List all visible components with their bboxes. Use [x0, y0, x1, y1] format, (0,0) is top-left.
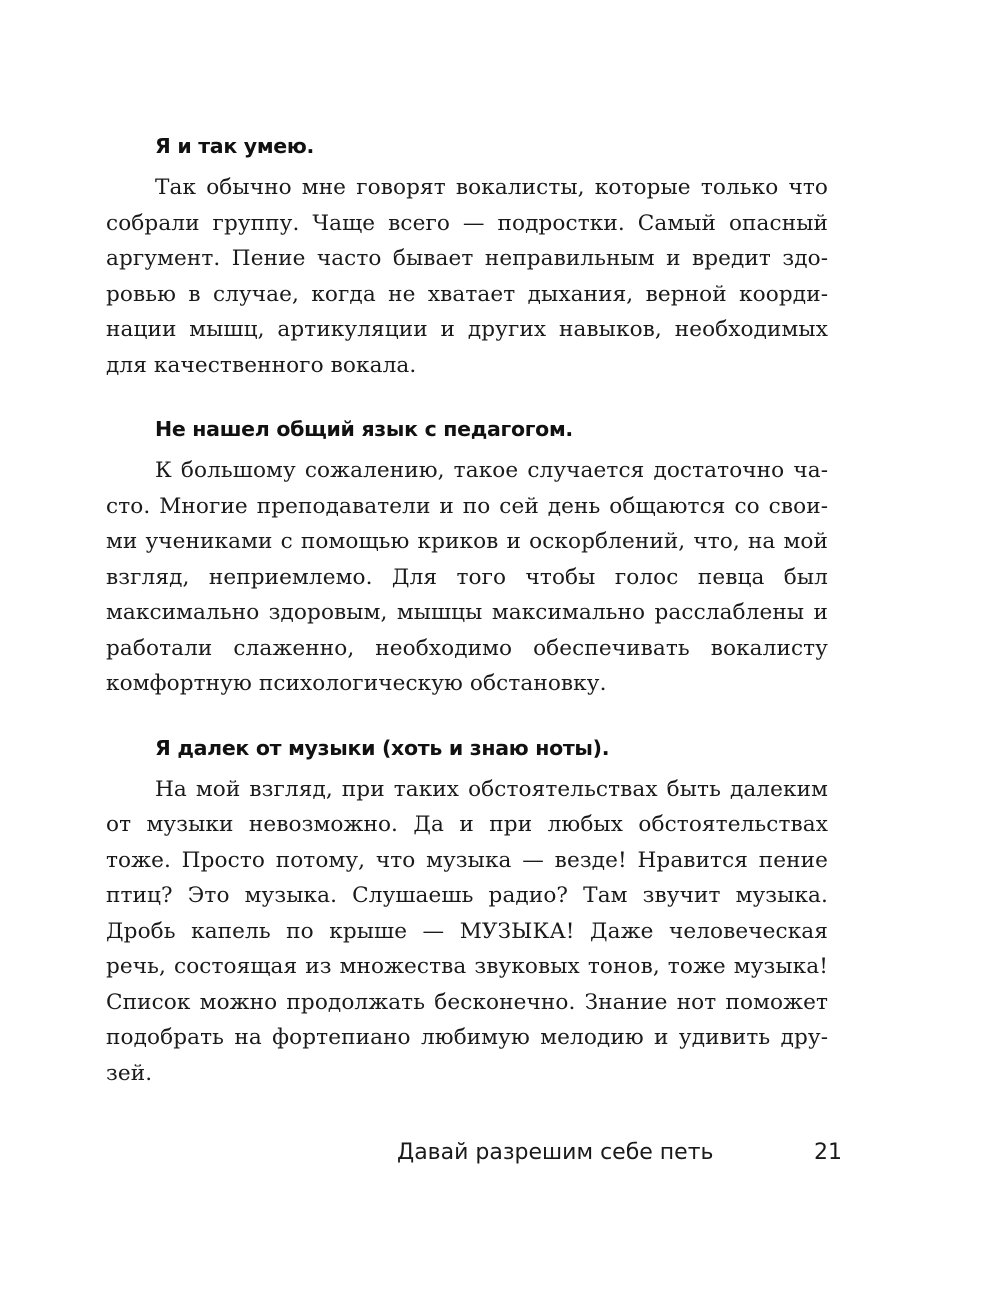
section-paragraph: Так обычно мне говорят вокалисты, которые только что собрали группу. Чаще всего — подростки. Самый опасный аргумент. Пение часто бывает неправильным и вредит здоровью в случае, когда не хватает дыхания, верной координации мышц, артикуляции и других навыков, необходимых для качественного вокала. — [106, 175, 828, 378]
page-content — [106, 128, 828, 1119]
section-heading: Я и так умею. — [155, 134, 315, 158]
section-far-from-music — [106, 730, 828, 1092]
section-teacher-conflict — [106, 411, 828, 702]
page-number: 21 — [814, 1140, 842, 1165]
section-paragraph: К большому сожалению, такое случается достаточно часто. Многие преподаватели и по сей день общаются со своими учениками с помощью криков и оскорблений, что, на мой взгляд, неприемлемо. Для того чтобы голос певца был максимально здоровым, мышцы максимально расслаблены и работали слаженно, необходимо обеспечивать вокалисту комфортную психологическую обстановку. — [106, 458, 828, 696]
section-heading: Я далек от музыки (хоть и знаю ноты). — [155, 735, 610, 760]
section-paragraph: На мой взгляд, при таких обстоятельствах быть далеким от музыки невозможно. Да и при любых обстоятельствах тоже. Просто потому, что музыка — везде! Нравится пение птиц? Это музыка. Слушаешь радио? Там звучит музыка. Дробь капель по крыше — МУЗЫКА! Даже человеческая речь, состоящая из множества звуковых тонов, тоже музыка! Список можно продолжать бесконечно. Знание нот поможет подобрать на фортепиано любимую мелодию и удивить друзей. — [106, 776, 828, 1086]
section-heading: Не нашел общий язык с педагогом. — [155, 417, 573, 441]
section-i-can-already — [106, 128, 828, 383]
running-title: Давай разрешим себе петь — [397, 1140, 714, 1165]
